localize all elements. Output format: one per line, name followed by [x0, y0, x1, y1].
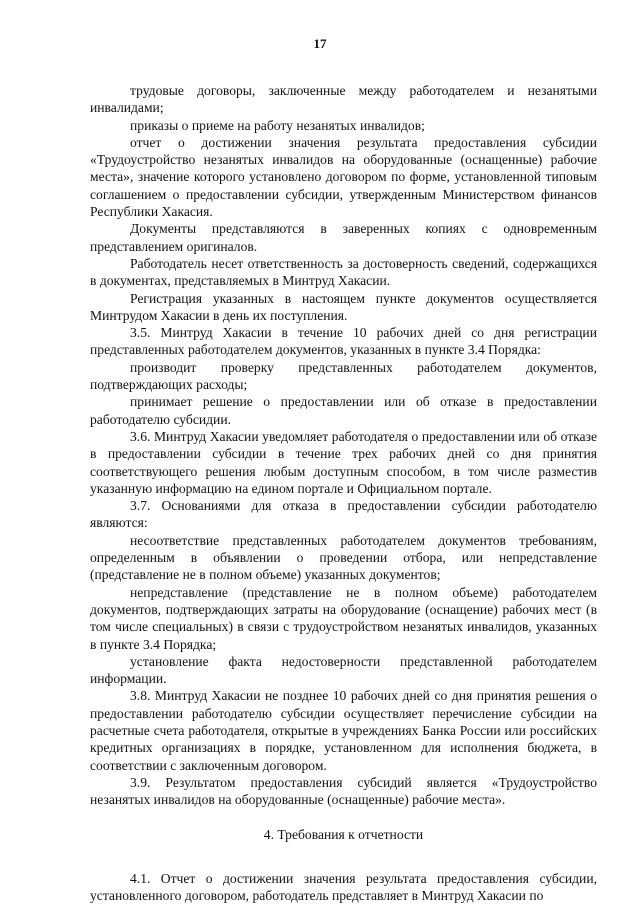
- paragraph-employer-responsibility: Работодатель несет ответственность за достоверность сведений, содержащихся в документах, представляемых в Минтруд Хакасии.: [90, 255, 597, 289]
- paragraph-hiring-orders: приказы о приеме на работу незанятых инвалидов;: [130, 117, 425, 133]
- paragraph-3-5: 3.5. Минтруд Хакасии в течение 10 рабочих дней со дня регистрации представленных работодателем документов, указанных в пункте 3.4 Порядка:: [90, 325, 597, 358]
- paragraph-3-8: 3.8. Минтруд Хакасии не позднее 10 рабочих дней со дня принятия решения о предоставлении работодателю субсидии осуществляет перечисление субсидии на расчетные счета работодателя, открытые в учреждениях Банка России или российских кредитных организациях в порядке, установленном для исполнения бюджета, в соответствии с заключенным договором.: [90, 688, 597, 773]
- paragraph-3-6: 3.6. Минтруд Хакасии уведомляет работодателя о предоставлении или об отказе в предоставлении субсидии в течение трех рабочих дней со дня принятия соответствующего решения любым доступным способом, в том числе разместив указанную информацию на едином портале и Официальном портале.: [90, 428, 597, 496]
- paragraph-employment-contracts: трудовые договоры, заключенные между работодателем и незанятыми инвалидами;: [90, 83, 597, 116]
- paragraph-document-registration: Регистрация указанных в настоящем пункте документов осуществляется Минтрудом Хакасии в день их поступления.: [90, 290, 597, 323]
- paragraph-result-report: отчет о достижении значения результата предоставления субсидии «Трудоустройство незанятых инвалидов на оборудованные (оснащенные) рабочие места», значение которого установлено договором по форме, установленной типовым соглашением о предоставлении субсидии, утвержденным Министерством финансов Республики Хакасия.: [90, 134, 597, 220]
- paragraph-3-7-false-info: установление факта недостоверности представленной работодателем информации.: [90, 653, 597, 687]
- section-heading: 4. Требования к отчетности: [263, 827, 424, 843]
- paragraph-3-9: 3.9. Результатом предоставления субсидий является «Трудоустройство незанятых инвалидов на оборудованные (оснащенные) рабочие места».: [90, 774, 597, 808]
- paragraph-3-5-check: производит проверку представленных работодателем документов, подтверждающих расходы;: [90, 359, 597, 393]
- paragraph-3-5-decision: принимает решение о предоставлении или об отказе в предоставлении работодателю субсидии.: [90, 394, 597, 427]
- paragraph-3-7: 3.7. Основаниями для отказа в предоставлении субсидии работодателю являются:: [90, 498, 597, 531]
- page-number: 17: [313, 36, 327, 51]
- paragraph-3-7-missing-documents: непредставление (представление не в полном объеме) работодателем документов, подтверждающих затраты на оборудование (оснащение) рабочих мест (в том числе специальных) в связи с трудоустройством незанятых инвалидов, указанных в пункте 3.4 Порядка;: [90, 584, 597, 652]
- paragraph-certified-copies: Документы представляются в заверенных копиях с одновременным представлением оригиналов.: [90, 221, 597, 254]
- paragraph-4-1: 4.1. Отчет о достижении значения результата предоставления субсидии, установленного договором, работодатель представляет в Минтруд Хакасии по: [90, 870, 597, 904]
- paragraph-3-7-noncompliance: несоответствие представленных работодателем документов требованиям, определенным в объявлении о проведении отбора, или непредставление (представление не в полном объеме) указанных документов;: [90, 532, 597, 583]
- document-body: [90, 82, 597, 904]
